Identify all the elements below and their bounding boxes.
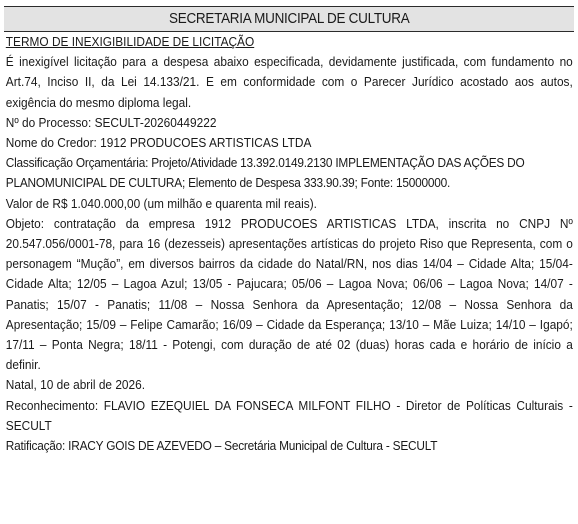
section-title: SECRETARIA MUNICIPAL DE CULTURA [168,11,410,27]
document-page [4,6,574,456]
process-number: Nº do Processo: SECULT-20260449222 [5,114,217,130]
recognition: Reconhecimento: FLAVIO EZEQUIEL DA FONSECA MILFONT FILHO - Diretor de Políticas Culturais - SECULT [5,397,573,433]
intro-paragraph: É inexigível licitação para a despesa abaixo especificada, devidamente justificada, com fundamento no Art.74, Inciso II, da Lei 14.133/21. E em conformidade com o Parecer Jurídico acostado aos autos, exigência do mesmo diploma legal. [5,54,573,110]
contract-value: Valor de R$ 1.040.000,00 (um milhão e quarenta mil reais). [5,195,317,211]
creditor-name: Nome do Credor: 1912 PRODUCOES ARTISTICAS LTDA [5,135,312,151]
document-body [4,32,575,456]
place-date: Natal, 10 de abril de 2026. [5,377,146,393]
object-paragraph: Objeto: contratação da empresa 1912 PRODUCOES ARTISTICAS LTDA, inscrita no CNPJ Nº 20.547.056/0001-78, para 16 (dezesseis) apresentações artísticas do projeto Riso que Representa, com o personagem “Mução”, em diversos bairros da cidade do Natal/RN, nos dias 14/04 – Cidade Alta; 15/04- Cidade Alta; 12/05 – Lagoa Azul; 13/05 - Pajucara; 05/06 – Lagoa Nova; 06/06 – Lagoa Nova; 14/07 - Panatis; 15/07 - Panatis; 11/08 – Nossa Senhora da Apresentação; 12/08 – Nossa Senhora da Apresentação; 15/09 – Felipe Camarão; 16/09 – Cidade da Esperança; 13/10 – Mãe Luiza; 14/10 – Igapó; 17/11 – Ponta Negra; 18/11 - Potengi, com duração de até 02 (duas) horas cada e horário de início a definir. [5,215,573,373]
budget-classification: Classificação Orçamentária: Projeto/Atividade 13.392.0149.2130 IMPLEMENTAÇÃO DAS AÇÕES DO PLANOMUNICIPAL DE CULTURA; Elemento de Despesa 333.90.39; Fonte: 15000000. [5,155,525,191]
section-header [4,6,574,32]
term-title: TERMO DE INEXIGIBILIDADE DE LICITAÇÃO [5,34,255,49]
ratification: Ratificação: IRACY GOIS DE AZEVEDO – Secretária Municipal de Cultura - SECULT [5,438,438,454]
